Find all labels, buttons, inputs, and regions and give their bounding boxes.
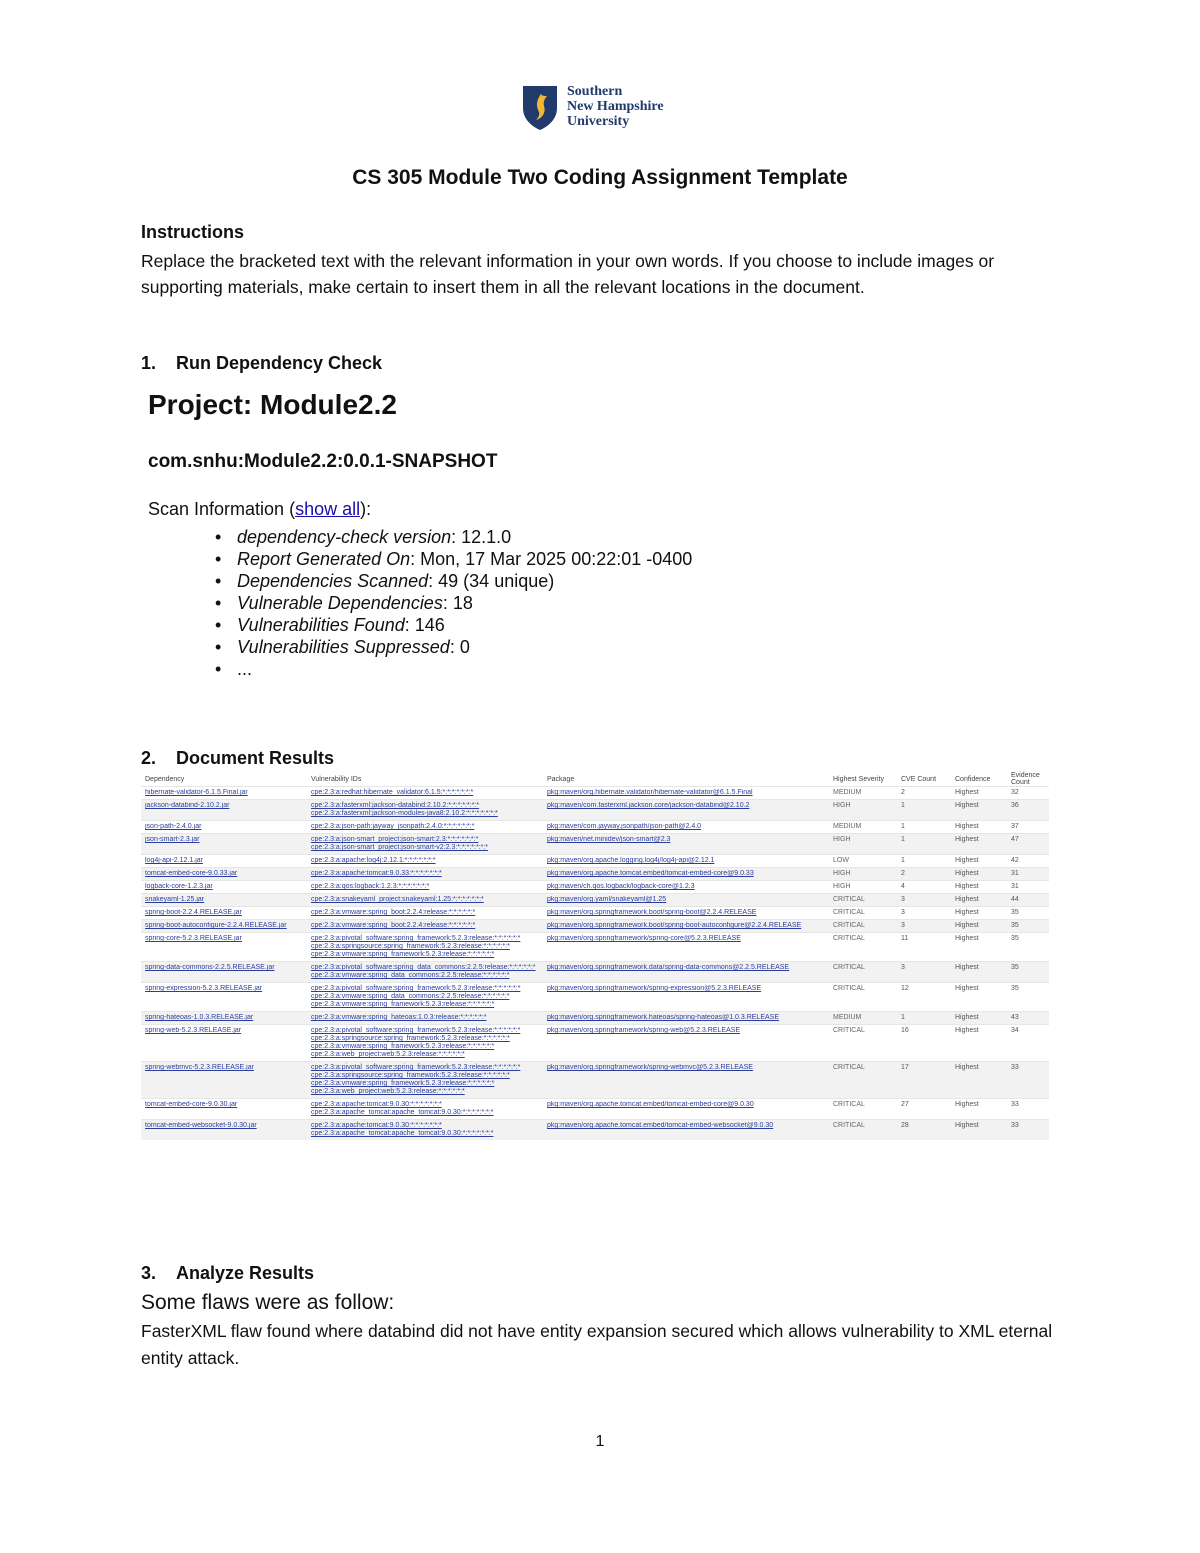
confidence-cell: Highest	[955, 1122, 979, 1129]
package-link[interactable]: pkg:maven/org.apache.tomcat.embed/tomcat-embed-core@9.0.33	[547, 870, 754, 877]
severity-cell: CRITICAL	[833, 1064, 865, 1071]
instructions-text: Replace the bracketed text with the relevant information in your own words. If you choose to include images or supporting materials, make certain to insert them in all the relevant locations in the document.	[141, 251, 995, 297]
severity-cell: HIGH	[833, 883, 851, 890]
vulnerability-id-link[interactable]: cpe:2.3:a:springsource:spring_framework:5.2.3:release:*:*:*:*:*:*	[311, 1072, 510, 1079]
confidence-cell: Highest	[955, 909, 979, 916]
dependency-link[interactable]: spring-web-5.2.3.RELEASE.jar	[145, 1027, 242, 1034]
severity-cell: CRITICAL	[833, 1122, 865, 1129]
dependency-link[interactable]: json-smart-2.3.jar	[145, 836, 200, 843]
table-row	[141, 1025, 1049, 1062]
dependency-link[interactable]: hibernate-validator-6.1.5.Final.jar	[145, 789, 248, 796]
confidence-cell: Highest	[955, 964, 979, 971]
cve-count-cell: 1	[901, 836, 905, 843]
severity-cell: HIGH	[833, 836, 851, 843]
package-link[interactable]: pkg:maven/ch.qos.logback/logback-core@1.2.3	[547, 883, 695, 890]
dependency-link[interactable]: spring-hateoas-1.0.3.RELEASE.jar	[145, 1014, 254, 1021]
scan-info-value: : 0	[449, 637, 470, 657]
table-row	[141, 1062, 1049, 1099]
section-2-title: Document Results	[176, 748, 335, 768]
dependency-link[interactable]: spring-core-5.2.3.RELEASE.jar	[145, 935, 242, 942]
cve-count-cell: 17	[901, 1064, 909, 1071]
severity-cell: MEDIUM	[833, 823, 862, 830]
scan-info-key: Vulnerable Dependencies	[237, 593, 443, 613]
package-link[interactable]: pkg:maven/org.apache.tomcat.embed/tomcat-embed-core@9.0.30	[547, 1101, 754, 1108]
severity-cell: HIGH	[833, 802, 851, 809]
vulnerability-id-link[interactable]: cpe:2.3:a:fasterxml:jackson-modules-java8:2.10.2:*:*:*:*:*:*:*	[311, 810, 498, 817]
table-row	[141, 894, 1049, 907]
section-1-title: Run Dependency Check	[176, 353, 383, 373]
table-row	[141, 1012, 1049, 1025]
section-3-title: Analyze Results	[176, 1263, 315, 1283]
severity-cell: LOW	[833, 857, 849, 864]
scan-info-item	[215, 636, 692, 658]
vulnerability-id-link[interactable]: cpe:2.3:a:json-path:jayway_jsonpath:2.4.0:*:*:*:*:*:*:*	[311, 823, 475, 830]
cve-count-cell: 27	[901, 1101, 909, 1108]
scan-information	[148, 499, 371, 520]
cve-count-cell: 3	[901, 964, 905, 971]
cve-count-cell: 2	[901, 789, 905, 796]
confidence-cell: Highest	[955, 935, 979, 942]
confidence-cell: Highest	[955, 857, 979, 864]
scan-info-key: Dependencies Scanned	[237, 571, 429, 591]
scan-info-value: : 146	[404, 615, 445, 635]
cve-count-cell: 3	[901, 922, 905, 929]
severity-cell: CRITICAL	[833, 922, 865, 929]
column-header: CVE Count	[901, 775, 937, 783]
section-2-heading	[141, 748, 334, 769]
confidence-cell: Highest	[955, 985, 979, 992]
cve-count-cell: 1	[901, 823, 905, 830]
confidence-cell: Highest	[955, 1027, 979, 1034]
column-header: Confidence	[955, 775, 991, 783]
evidence-count-cell: 36	[1011, 802, 1019, 809]
analysis-body: FasterXML flaw found where databind did not have entity expansion secured which allows vulnerability to XML eternal entity attack.	[141, 1321, 1053, 1368]
scan-info-key: dependency-check version	[237, 527, 452, 547]
logo-line-3: University	[567, 114, 630, 129]
package-link[interactable]: pkg:maven/com.jayway.jsonpath/json-path@2.4.0	[547, 823, 702, 830]
scan-info-item	[215, 658, 692, 680]
scan-info-value: : 12.1.0	[451, 527, 512, 547]
table-row	[141, 983, 1049, 1012]
dependency-link[interactable]: spring-expression-5.2.3.RELEASE.jar	[145, 985, 263, 992]
package-link[interactable]: pkg:maven/org.springframework/spring-expression@5.2.3.RELEASE	[547, 985, 762, 992]
dependency-link[interactable]: logback-core-1.2.3.jar	[145, 883, 213, 890]
evidence-count-cell: 32	[1011, 789, 1019, 796]
dependency-link[interactable]: snakeyaml-1.25.jar	[145, 896, 205, 903]
severity-cell: MEDIUM	[833, 789, 862, 796]
section-3-number: 3.	[141, 1263, 157, 1283]
confidence-cell: Highest	[955, 1014, 979, 1021]
dependency-link[interactable]: spring-boot-autoconfigure-2.2.4.RELEASE.jar	[145, 922, 287, 929]
vulnerability-id-link[interactable]: cpe:2.3:a:json-smart_project:json-smart:2.3:*:*:*:*:*:*:*	[311, 836, 479, 843]
severity-cell: CRITICAL	[833, 935, 865, 942]
evidence-count-cell: 31	[1011, 870, 1019, 877]
evidence-count-cell: 47	[1011, 836, 1019, 843]
package-link[interactable]: pkg:maven/org.hibernate.validator/hibernate-validator@6.1.5.Final	[547, 789, 753, 796]
confidence-cell: Highest	[955, 870, 979, 877]
dependency-link[interactable]: jackson-databind-2.10.2.jar	[145, 802, 230, 809]
package-link[interactable]: pkg:maven/org.springframework.hateoas/spring-hateoas@1.0.3.RELEASE	[547, 1014, 780, 1021]
severity-cell: CRITICAL	[833, 1027, 865, 1034]
page-number: 1	[595, 1433, 605, 1450]
table-row	[141, 868, 1049, 881]
column-header: Evidence Count	[1011, 772, 1040, 786]
evidence-count-cell: 31	[1011, 883, 1019, 890]
project-title: Project: Module2.2	[148, 389, 397, 420]
vulnerability-id-link[interactable]: cpe:2.3:a:web_project:web:5.2.3:release:*:*:*:*:*:*	[311, 1051, 465, 1058]
vulnerability-id-link[interactable]: cpe:2.3:a:pivotal_software:spring_framework:5.2.3:release:*:*:*:*:*:*	[311, 985, 521, 992]
vulnerability-id-link[interactable]: cpe:2.3:a:fasterxml:jackson-databind:2.10.2:*:*:*:*:*:*:*	[311, 802, 480, 809]
severity-cell: CRITICAL	[833, 896, 865, 903]
severity-cell: CRITICAL	[833, 1101, 865, 1108]
dependency-link[interactable]: log4j-api-2.12.1.jar	[145, 857, 203, 864]
vulnerability-id-link[interactable]: cpe:2.3:a:snakeyaml_project:snakeyaml:1.25:*:*:*:*:*:*:*	[311, 896, 484, 903]
evidence-count-cell: 33	[1011, 1064, 1019, 1071]
confidence-cell: Highest	[955, 836, 979, 843]
snhu-logo	[521, 84, 691, 134]
scan-suffix: ):	[360, 499, 372, 519]
severity-cell: HIGH	[833, 870, 851, 877]
vulnerability-id-link[interactable]: cpe:2.3:a:springsource:spring_framework:5.2.3:release:*:*:*:*:*:*	[311, 1035, 510, 1042]
column-header: Dependency	[145, 775, 185, 783]
cve-count-cell: 2	[901, 870, 905, 877]
vulnerability-id-link[interactable]: cpe:2.3:a:pivotal_software:spring_framework:5.2.3:release:*:*:*:*:*:*	[311, 1064, 521, 1071]
show-all-link[interactable]: show all	[295, 499, 361, 519]
severity-cell: CRITICAL	[833, 909, 865, 916]
package-link[interactable]: pkg:maven/org.springframework/spring-web@5.2.3.RELEASE	[547, 1027, 741, 1034]
vulnerability-id-link[interactable]: cpe:2.3:a:vmware:spring_data_commons:2.2.5:release:*:*:*:*:*:*	[311, 972, 510, 979]
vulnerability-id-link[interactable]: cpe:2.3:a:vmware:spring_framework:5.2.3:release:*:*:*:*:*:*	[311, 1001, 495, 1008]
evidence-count-cell: 44	[1011, 896, 1019, 903]
vulnerability-id-link[interactable]: cpe:2.3:a:json-smart_project:json-smart-v2:2.3:*:*:*:*:*:*:*	[311, 844, 489, 851]
table-row	[141, 881, 1049, 894]
scan-info-item	[215, 526, 692, 548]
package-link[interactable]: pkg:maven/org.springframework.boot/spring-boot-autoconfigure@2.2.4.RELEASE	[547, 922, 802, 929]
project-id: com.snhu:Module2.2:0.0.1-SNAPSHOT	[148, 451, 498, 472]
instructions-heading: Instructions	[141, 222, 245, 242]
cve-count-cell: 3	[901, 896, 905, 903]
dependency-link[interactable]: json-path-2.4.0.jar	[145, 823, 202, 830]
logo-wordmark	[567, 84, 664, 129]
table-row	[141, 821, 1049, 834]
vulnerability-id-link[interactable]: cpe:2.3:a:pivotal_software:spring_framework:5.2.3:release:*:*:*:*:*:*	[311, 1027, 521, 1034]
cve-count-cell: 1	[901, 1014, 905, 1021]
vulnerability-id-link[interactable]: cpe:2.3:a:apache:tomcat:9.0.30:*:*:*:*:*:*:*	[311, 1101, 442, 1108]
table-row	[141, 933, 1049, 962]
vulnerability-id-link[interactable]: cpe:2.3:a:apache:tomcat:9.0.33:*:*:*:*:*:*:*	[311, 870, 442, 877]
vulnerability-id-link[interactable]: cpe:2.3:a:apache:tomcat:9.0.30:*:*:*:*:*:*:*	[311, 1122, 442, 1129]
scan-info-list	[215, 526, 692, 680]
vulnerability-id-link[interactable]: cpe:2.3:a:vmware:spring_data_commons:2.2.5:release:*:*:*:*:*:*	[311, 993, 510, 1000]
confidence-cell: Highest	[955, 789, 979, 796]
package-link[interactable]: pkg:maven/net.minidev/json-smart@2.3	[547, 836, 671, 843]
confidence-cell: Highest	[955, 922, 979, 929]
evidence-count-cell: 33	[1011, 1101, 1019, 1108]
scan-info-item	[215, 548, 692, 570]
table-row	[141, 787, 1049, 800]
section-1-number: 1.	[141, 353, 157, 373]
evidence-count-cell: 42	[1011, 857, 1019, 864]
evidence-count-cell: 33	[1011, 1122, 1019, 1129]
dependency-link[interactable]: tomcat-embed-core-9.0.30.jar	[145, 1101, 238, 1108]
scan-label: Scan Information (	[148, 499, 296, 519]
confidence-cell: Highest	[955, 823, 979, 830]
dependency-link[interactable]: spring-webmvc-5.2.3.RELEASE.jar	[145, 1064, 254, 1071]
package-link[interactable]: pkg:maven/org.yaml/snakeyaml@1.25	[547, 896, 667, 903]
package-link[interactable]: pkg:maven/org.apache.tomcat.embed/tomcat-embed-websocket@9.0.30	[547, 1122, 774, 1129]
evidence-count-cell: 35	[1011, 964, 1019, 971]
logo-line-1: Southern	[567, 84, 623, 99]
scan-info-key: Vulnerabilities Suppressed	[237, 637, 450, 657]
scan-info-value: : 18	[442, 593, 473, 613]
confidence-cell: Highest	[955, 883, 979, 890]
dependency-results-table	[141, 772, 1049, 1140]
cve-count-cell: 1	[901, 802, 905, 809]
column-header: Highest Severity	[833, 775, 884, 783]
cve-count-cell: 16	[901, 1027, 909, 1034]
package-link[interactable]: pkg:maven/org.springframework.boot/spring-boot@2.2.4.RELEASE	[547, 909, 757, 916]
table-row	[141, 800, 1049, 821]
cve-count-cell: 4	[901, 883, 905, 890]
document-title: CS 305 Module Two Coding Assignment Template	[352, 166, 848, 189]
evidence-count-cell: 43	[1011, 1014, 1019, 1021]
vulnerability-id-link[interactable]: cpe:2.3:a:apache:log4j:2.12.1:*:*:*:*:*:*:*	[311, 857, 436, 864]
package-link[interactable]: pkg:maven/org.springframework.data/spring-data-commons@2.2.5.RELEASE	[547, 964, 790, 971]
vulnerability-id-link[interactable]: cpe:2.3:a:vmware:spring_framework:5.2.3:release:*:*:*:*:*:*	[311, 1043, 495, 1050]
vulnerability-id-link[interactable]: cpe:2.3:a:vmware:spring_framework:5.2.3:release:*:*:*:*:*:*	[311, 1080, 495, 1087]
vulnerability-id-link[interactable]: cpe:2.3:a:vmware:spring_framework:5.2.3:release:*:*:*:*:*:*	[311, 951, 495, 958]
table-row	[141, 855, 1049, 868]
severity-cell: CRITICAL	[833, 985, 865, 992]
scan-info-key: Vulnerabilities Found	[237, 615, 405, 635]
section-2-number: 2.	[141, 748, 157, 768]
vulnerability-id-link[interactable]: cpe:2.3:a:web_project:web:5.2.3:release:*:*:*:*:*:*	[311, 1088, 465, 1095]
dependency-link[interactable]: tomcat-embed-websocket-9.0.30.jar	[145, 1122, 257, 1129]
table-body	[141, 787, 1049, 1141]
table-row	[141, 834, 1049, 855]
scan-info-value: ...	[237, 659, 253, 679]
confidence-cell: Highest	[955, 1101, 979, 1108]
evidence-count-cell: 35	[1011, 985, 1019, 992]
cve-count-cell: 11	[901, 935, 909, 942]
vulnerability-id-link[interactable]: cpe:2.3:a:pivotal_software:spring_framework:5.2.3:release:*:*:*:*:*:*	[311, 935, 521, 942]
scan-info-value: : 49 (34 unique)	[428, 571, 555, 591]
evidence-count-cell: 35	[1011, 922, 1019, 929]
cve-count-cell: 3	[901, 909, 905, 916]
table-row	[141, 962, 1049, 983]
dependency-link[interactable]: spring-data-commons-2.2.5.RELEASE.jar	[145, 964, 275, 971]
vulnerability-id-link[interactable]: cpe:2.3:a:vmware:spring_boot:2.2.4:release:*:*:*:*:*:*	[311, 909, 476, 916]
evidence-count-cell: 37	[1011, 823, 1019, 830]
analysis-lead: Some flaws were as follow:	[141, 1291, 395, 1314]
package-link[interactable]: pkg:maven/com.fasterxml.jackson.core/jackson-databind@2.10.2	[547, 802, 750, 809]
scan-info-item	[215, 614, 692, 636]
cve-count-cell: 12	[901, 985, 909, 992]
scan-info-item	[215, 592, 692, 614]
scan-info-value: : Mon, 17 Mar 2025 00:22:01 -0400	[410, 549, 693, 569]
evidence-count-cell: 35	[1011, 909, 1019, 916]
vulnerability-id-link[interactable]: cpe:2.3:a:vmware:spring_boot:2.2.4:release:*:*:*:*:*:*	[311, 922, 476, 929]
scan-info-key: Report Generated On	[237, 549, 411, 569]
dependency-link[interactable]: spring-boot-2.2.4.RELEASE.jar	[145, 909, 242, 916]
table-row	[141, 1120, 1049, 1141]
package-link[interactable]: pkg:maven/org.springframework/spring-core@5.2.3.RELEASE	[547, 935, 741, 942]
column-header: Package	[547, 775, 575, 783]
vulnerability-id-link[interactable]: cpe:2.3:a:vmware:spring_hateoas:1.0.3:release:*:*:*:*:*:*	[311, 1014, 487, 1021]
shield-logo-icon	[521, 84, 561, 132]
table-row	[141, 1099, 1049, 1120]
vulnerability-id-link[interactable]: cpe:2.3:a:springsource:spring_framework:5.2.3:release:*:*:*:*:*:*	[311, 943, 510, 950]
scan-info-item	[215, 570, 692, 592]
vulnerability-id-link[interactable]: cpe:2.3:a:apache_tomcat:apache_tomcat:9.0.30:*:*:*:*:*:*:*	[311, 1109, 494, 1116]
package-link[interactable]: pkg:maven/org.springframework/spring-webmvc@5.2.3.RELEASE	[547, 1064, 753, 1071]
vulnerability-id-link[interactable]: cpe:2.3:a:qos:logback:1.2.3:*:*:*:*:*:*:*	[311, 883, 430, 890]
vulnerability-id-link[interactable]: cpe:2.3:a:apache_tomcat:apache_tomcat:9.0.30:*:*:*:*:*:*:*	[311, 1130, 494, 1137]
package-link[interactable]: pkg:maven/org.apache.logging.log4j/log4j-api@2.12.1	[547, 857, 715, 864]
dependency-link[interactable]: tomcat-embed-core-9.0.33.jar	[145, 870, 238, 877]
confidence-cell: Highest	[955, 896, 979, 903]
logo-line-2: New Hampshire	[567, 99, 664, 114]
severity-cell: CRITICAL	[833, 964, 865, 971]
confidence-cell: Highest	[955, 802, 979, 809]
confidence-cell: Highest	[955, 1064, 979, 1071]
cve-count-cell: 28	[901, 1122, 909, 1129]
table-header-row	[141, 772, 1049, 787]
table-row	[141, 907, 1049, 920]
evidence-count-cell: 35	[1011, 935, 1019, 942]
evidence-count-cell: 34	[1011, 1027, 1019, 1034]
column-header: Vulnerability IDs	[311, 775, 362, 783]
cve-count-cell: 1	[901, 857, 905, 864]
vulnerability-id-link[interactable]: cpe:2.3:a:redhat:hibernate_validator:6.1.5:*:*:*:*:*:*:*	[311, 789, 474, 796]
severity-cell: MEDIUM	[833, 1014, 862, 1021]
vulnerability-id-link[interactable]: cpe:2.3:a:pivotal_software:spring_data_commons:2.2.5:release:*:*:*:*:*:*	[311, 964, 536, 971]
section-3-heading	[141, 1263, 314, 1284]
section-1-heading	[141, 353, 382, 374]
table-row	[141, 920, 1049, 933]
